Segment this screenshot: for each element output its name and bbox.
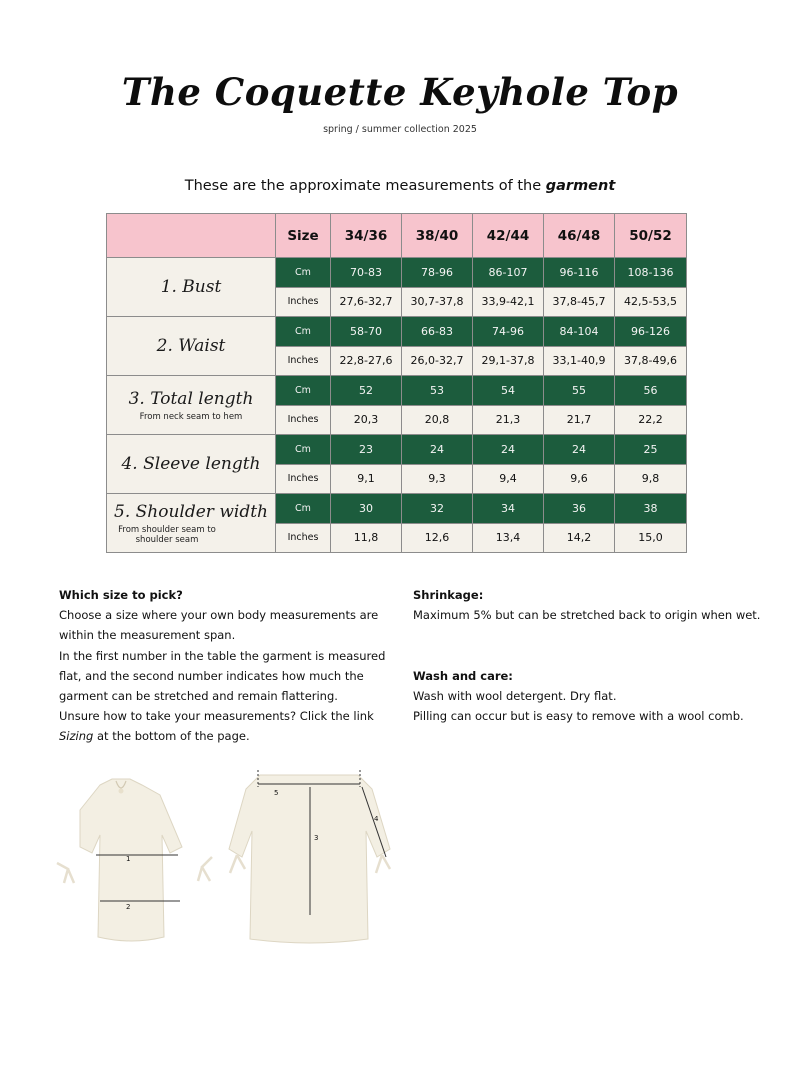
intro-emphasis: garment: [545, 178, 616, 194]
inch-value: 9,4: [473, 464, 544, 494]
wash-care-section: [413, 666, 773, 727]
measurement-name: 3. Total length: [128, 388, 254, 409]
garment-back-view: [229, 770, 390, 943]
cm-value: 24: [544, 435, 615, 465]
cm-value: 24: [402, 435, 473, 465]
size-column-header: 42/44: [473, 214, 544, 258]
cm-value: 55: [544, 376, 615, 406]
header-blank-cell: [107, 214, 276, 258]
page-title: The Coquette Keyhole Top: [121, 70, 679, 114]
cm-value: 24: [473, 435, 544, 465]
cm-value: 86-107: [473, 258, 544, 288]
unit-inches: Inches: [276, 464, 331, 494]
which-size-text: flat, and the second number indicates how much the: [59, 668, 364, 683]
measurement-label-bust: [107, 258, 276, 317]
inch-value: 37,8-45,7: [544, 287, 615, 317]
inch-value: 22,2: [615, 405, 687, 435]
which-size-text: within the measurement span.: [59, 628, 236, 643]
shrinkage-text: Maximum 5% but can be stretched back to origin when wet.: [413, 608, 761, 623]
inch-value: 21,7: [544, 405, 615, 435]
measurement-name: 2. Waist: [156, 336, 226, 356]
inch-value: 14,2: [544, 523, 615, 553]
cm-value: 58-70: [331, 317, 402, 347]
inch-value: 21,3: [473, 405, 544, 435]
unit-cm: Cm: [276, 435, 331, 465]
sizing-link[interactable]: Sizing: [59, 729, 94, 744]
size-header: Size: [276, 214, 331, 258]
collection-subtitle: spring / summer collection 2025: [323, 124, 477, 135]
inch-value: 20,8: [402, 405, 473, 435]
cm-value: 25: [615, 435, 687, 465]
inch-value: 33,1-40,9: [544, 346, 615, 376]
cm-value: 53: [402, 376, 473, 406]
inch-value: 20,3: [331, 405, 402, 435]
size-column-header: 34/36: [331, 214, 402, 258]
measurement-name: 4. Sleeve length: [121, 454, 261, 474]
cm-value: 23: [331, 435, 402, 465]
figure-label: 2: [126, 903, 131, 911]
cm-value: 96-116: [544, 258, 615, 288]
cm-value: 96-126: [615, 317, 687, 347]
shrinkage-section: [413, 585, 773, 625]
measurement-label-waist: [107, 317, 276, 376]
inch-value: 15,0: [615, 523, 687, 553]
size-chart-table: [106, 213, 687, 553]
inch-value: 33,9-42,1: [473, 287, 544, 317]
unit-cm: Cm: [276, 376, 331, 406]
inch-value: 29,1-37,8: [473, 346, 544, 376]
measurement-name: 1. Bust: [160, 277, 222, 297]
which-size-text: In the first number in the table the garment is measured: [59, 648, 386, 663]
cm-value: 84-104: [544, 317, 615, 347]
which-size-text: garment can be stretched and remain flattering.: [59, 689, 338, 704]
cm-value: 52: [331, 376, 402, 406]
cm-value: 32: [402, 494, 473, 524]
measurement-label-total-length: [107, 376, 276, 435]
measurement-name: 5. Shoulder width: [114, 501, 268, 522]
measurement-label-sleeve-length: [107, 435, 276, 494]
size-header-row: [107, 214, 687, 258]
unit-inches: Inches: [276, 346, 331, 376]
inch-value: 11,8: [331, 523, 402, 553]
inch-value: 26,0-32,7: [402, 346, 473, 376]
shrinkage-heading: Shrinkage:: [413, 588, 484, 602]
inch-value: 12,6: [402, 523, 473, 553]
which-size-text: Unsure how to take your measurements? Click the link: [59, 709, 374, 724]
which-size-text-end: at the bottom of the page.: [93, 729, 250, 744]
table-row: [107, 376, 687, 406]
table-row: [107, 317, 687, 347]
table-row: [107, 258, 687, 288]
measurement-label-shoulder-width: [107, 494, 276, 553]
inch-value: 9,3: [402, 464, 473, 494]
inch-value: 37,8-49,6: [615, 346, 687, 376]
measurements-intro: [0, 178, 800, 194]
figure-label: 1: [126, 855, 131, 863]
which-size-text: Choose a size where your own body measurements are: [59, 608, 379, 623]
intro-text: These are the approximate measurements of the: [184, 178, 542, 194]
inch-value: 42,5-53,5: [615, 287, 687, 317]
wash-care-text: Wash with wool detergent. Dry flat.: [413, 689, 617, 704]
cm-value: 70-83: [331, 258, 402, 288]
which-size-text: [59, 726, 399, 746]
which-size-section: [59, 585, 399, 747]
inch-value: 9,6: [544, 464, 615, 494]
wash-care-text: Pilling can occur but is easy to remove with a wool comb.: [413, 709, 744, 724]
figure-label: 5: [274, 789, 279, 797]
inch-value: 13,4: [473, 523, 544, 553]
inch-value: 27,6-32,7: [331, 287, 402, 317]
garment-front-view: [57, 779, 212, 941]
unit-cm: Cm: [276, 317, 331, 347]
cm-value: 108-136: [615, 258, 687, 288]
cm-value: 74-96: [473, 317, 544, 347]
cm-value: 34: [473, 494, 544, 524]
unit-inches: Inches: [276, 523, 331, 553]
inch-value: 9,1: [331, 464, 402, 494]
cm-value: 38: [615, 494, 687, 524]
size-column-header: 38/40: [402, 214, 473, 258]
unit-cm: Cm: [276, 494, 331, 524]
size-column-header: 50/52: [615, 214, 687, 258]
cm-value: 78-96: [402, 258, 473, 288]
table-row: [107, 435, 687, 465]
figure-label: 4: [374, 815, 379, 823]
measurement-note: From shoulder seam to shoulder seam: [118, 524, 216, 545]
cm-value: 56: [615, 376, 687, 406]
size-column-header: 46/48: [544, 214, 615, 258]
cm-value: 30: [331, 494, 402, 524]
which-size-heading: Which size to pick?: [59, 588, 183, 602]
cm-value: 36: [544, 494, 615, 524]
table-row: [107, 494, 687, 524]
inch-value: 9,8: [615, 464, 687, 494]
unit-inches: Inches: [276, 287, 331, 317]
figure-label: 3: [314, 834, 319, 842]
inch-value: 30,7-37,8: [402, 287, 473, 317]
cm-value: 54: [473, 376, 544, 406]
garment-measurement-illustration: [52, 765, 397, 945]
cm-value: 66-83: [402, 317, 473, 347]
unit-inches: Inches: [276, 405, 331, 435]
inch-value: 22,8-27,6: [331, 346, 402, 376]
measurement-note: From neck seam to hem: [139, 411, 243, 422]
unit-cm: Cm: [276, 258, 331, 288]
wash-care-heading: Wash and care:: [413, 669, 513, 683]
